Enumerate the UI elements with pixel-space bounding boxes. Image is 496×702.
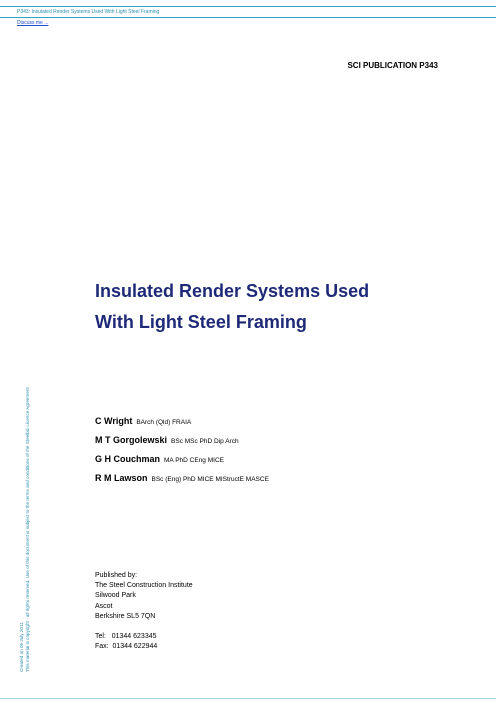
header-top-rule xyxy=(0,6,496,7)
author-name: R M Lawson xyxy=(95,473,148,483)
telephone: Tel: 01344 623345 xyxy=(95,633,157,640)
creation-date: Created on 05 July 2011 xyxy=(19,622,24,672)
publisher-org: The Steel Construction Institute xyxy=(95,582,193,590)
publisher-address-line: Berkshire SL5 7QN xyxy=(95,612,156,620)
author-credentials: BSc MSc PhD Dip Arch xyxy=(171,438,239,445)
author-name: M T Gorgolewski xyxy=(95,435,168,445)
publisher-address-line: Silwood Park xyxy=(95,592,136,600)
title-line-2: With Light Steel Framing xyxy=(95,312,307,332)
copyright-side-note xyxy=(19,387,31,672)
author-credentials: MA PhD CEng MICE xyxy=(164,457,224,464)
header-bottom-rule xyxy=(0,17,496,18)
footer-rule xyxy=(0,698,496,699)
publication-number: SCI PUBLICATION P343 xyxy=(347,61,438,70)
author-name: C Wright xyxy=(95,416,133,426)
publisher-label: Published by: xyxy=(95,572,138,579)
author-entry xyxy=(95,416,269,435)
author-credentials: BArch (Qld) FRAIA xyxy=(136,419,192,426)
author-name: G H Couchman xyxy=(95,454,161,464)
author-credentials: BSc (Eng) PhD MICE MIStructE MASCE xyxy=(151,476,269,483)
fax: Fax: 01344 622944 xyxy=(95,643,158,651)
author-entry xyxy=(95,473,269,492)
author-entry xyxy=(95,435,269,454)
author-list xyxy=(95,416,269,492)
copyright-notice: This material is copyright - all rights reserved. Use of this document is subject to the terms and conditions of the Steelbiz Licence Agreement xyxy=(25,387,30,672)
document-reference: P343: Insulated Render Systems Used With Light Steel Framing xyxy=(17,9,160,15)
author-entry xyxy=(95,454,269,473)
title-line-1: Insulated Render Systems Used xyxy=(95,281,370,301)
publisher-block xyxy=(95,571,193,622)
contact-block xyxy=(95,632,157,652)
publisher-address-line: Ascot xyxy=(95,602,113,610)
document-title xyxy=(95,276,455,338)
discuss-link[interactable]: Discuss me ... xyxy=(17,20,49,26)
